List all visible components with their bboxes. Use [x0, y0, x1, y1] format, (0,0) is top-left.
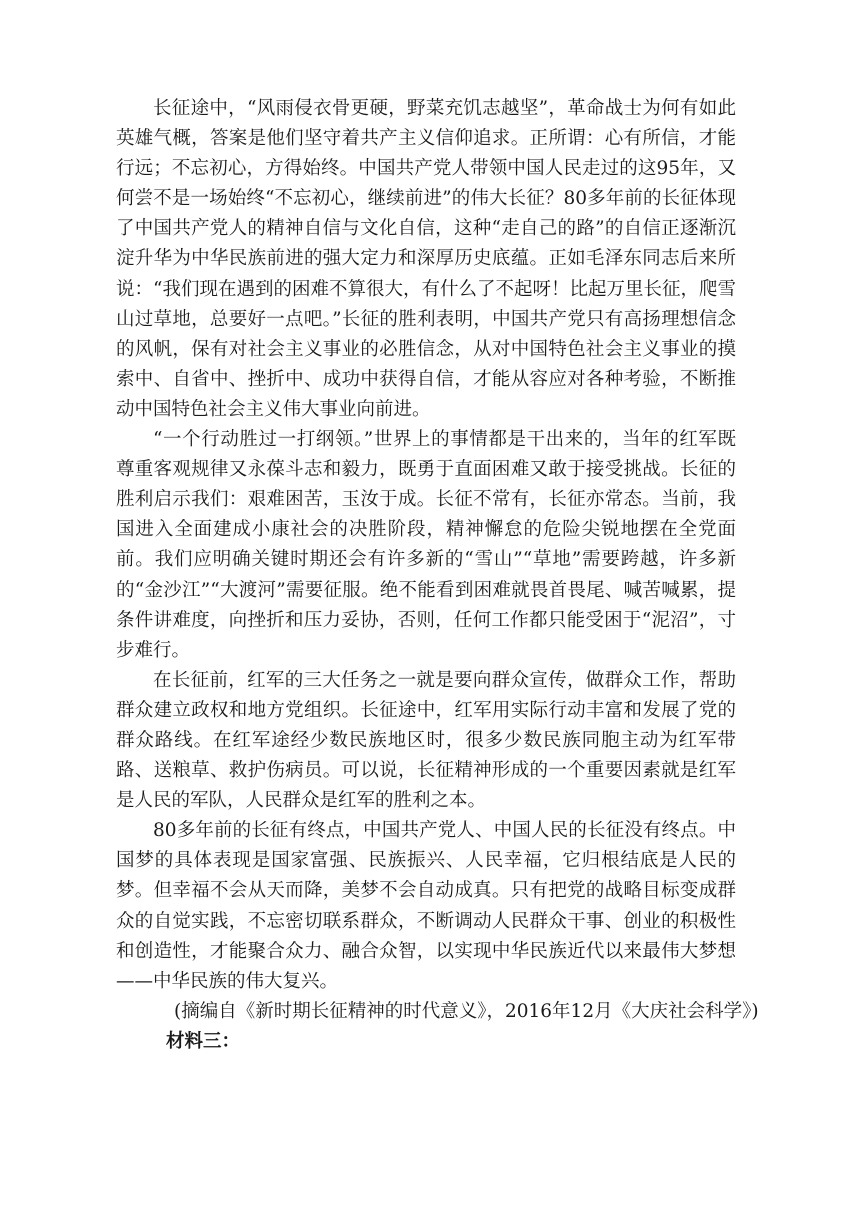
paragraph-3: 在长征前，红军的三大任务之一就是要向群众宣传，做群众工作，帮助群众建立政权和地方党组织。长征途中，红军用实际行动丰富和发展了党的群众路线。在红军途经少数民族地区时，很多少数民族同胞主动为红军带路、送粮草、救护伤病员。可以说，长征精神形成的一个重要因素就是红军是人民的军队，人民群众是红军的胜利之本。	[116, 669, 736, 812]
section-label: 材料三：	[166, 1030, 241, 1052]
paragraph-2: “一个行动胜过一打纲领。”世界上的事情都是干出来的，当年的红军既尊重客观规律又永葆斗志和毅力，既勇于直面困难又敢于接受挑战。长征的胜利启示我们：艰难困苦，玉汝于成。长征不常有，长征亦常态。当前，我国进入全面建成小康社会的决胜阶段，精神懈怠的危险尖锐地摆在全党面前。我们应明确关键时期还会有许多新的“雪山”“草地”需要跨越，许多新的“金沙江”“大渡河”需要征服。绝不能看到困难就畏首畏尾、喊苦喊累，提条件讲难度，向挫折和压力妥协，否则，任何工作都只能受困于“泥沼”，寸步难行。	[116, 429, 736, 661]
source-citation: (摘编自《新时期长征精神的时代意义》，2016年12月《大庆社会科学》)	[174, 1000, 759, 1022]
paragraph-1: 长征途中，“风雨侵衣骨更硬，野菜充饥志越坚”，革命战士为何有如此英雄气概，答案是他们坚守着共产主义信仰追求。正所谓：心有所信，才能行远；不忘初心，方得始终。中国共产党人带领中国人民走过的这95年，又何尝不是一场始终“不忘初心，继续前进”的伟大长征？80多年前的长征体现了中国共产党人的精神自信与文化自信，这种“走自己的路”的自信正逐渐沉淀升华为中华民族前进的强大定力和深厚历史底蕴。正如毛泽东同志后来所说：“我们现在遇到的困难不算很大，有什么了不起呀！比起万里长征，爬雪山过草地，总要好一点吧。”长征的胜利表明，中国共产党只有高扬理想信念的风帆，保有对社会主义事业的必胜信念，从对中国特色社会主义事业的摸索中、自省中、挫折中、成功中获得自信，才能从容应对各种考验，不断推动中国特色社会主义伟大事业向前进。	[116, 98, 736, 420]
paragraph-4: 80多年前的长征有终点，中国共产党人、中国人民的长征没有终点。中国梦的具体表现是国家富强、民族振兴、人民幸福，它归根结底是人民的梦。但幸福不会从天而降，美梦不会自动成真。只有把党的战略目标变成群众的自觉实践，不忘密切联系群众，不断调动人民群众干事、创业的积极性和创造性，才能聚合众力、融合众智，以实现中华民族近代以来最伟大梦想——中华民族的伟大复兴。	[116, 820, 736, 992]
document-page	[116, 94, 759, 1057]
